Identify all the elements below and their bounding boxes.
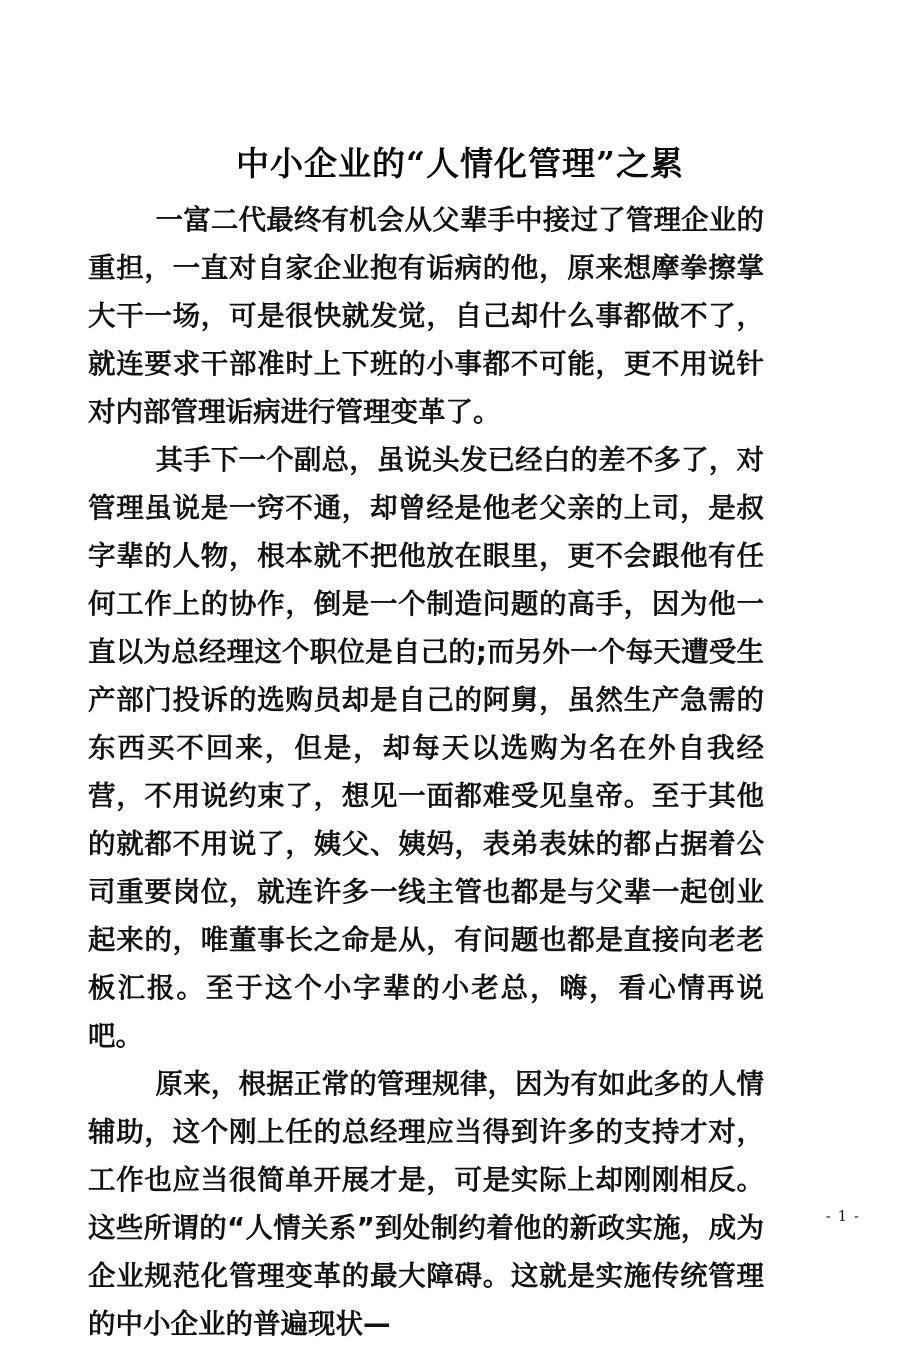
paragraph-1: [88, 196, 764, 436]
page-number: - 1 -: [825, 1207, 860, 1225]
paragraph-text: 原来，根据正常的管理规律，因为有如此多的人情辅助，这个刚上任的总经理应当得到许多的支持才对，工作也应当很简单开展才是，可是实际上却刚刚相反。这些所谓的“人情关系”到处制约着他的新政实施，成为企业规范化管理变革的最大障碍。这就是实施传统管理的中小企业的普遍现状—: [88, 1068, 764, 1340]
paragraph-text: 一富二代最终有机会从父辈手中接过了管理企业的重担，一直对自家企业抱有诟病的他，原来想摩拳擦掌大干一场，可是很快就发觉，自己却什么事都做不了，就连要求干部准时上下班的小事都不可能，更不用说针对内部管理诟病进行管理变革了。: [88, 204, 764, 428]
document-body: [88, 196, 764, 1348]
page-title: 中小企业的“人情化管理”之累: [236, 144, 684, 184]
paragraph-text: 其手下一个副总，虽说头发已经白的差不多了，对管理虽说是一窍不通，却曾经是他老父亲的上司，是叔字辈的人物，根本就不把他放在眼里，更不会跟他有任何工作上的协作，倒是一个制造问题的高手，因为他一直以为总经理这个职位是自己的;而另外一个每天遭受生产部门投诉的选购员却是自己的阿舅，虽然生产急需的东西买不回来，但是，却每天以选购为名在外自我经营，不用说约束了，想见一面都难受见皇帝。至于其他的就都不用说了，姨父、姨妈，表弟表妹的都占据着公司重要岗位，就连许多一线主管也都是与父辈一起创业起来的，唯董事长之命是从，有问题也都是直接向老老板汇报。至于这个小字辈的小老总，嗨，看心情再说吧。: [88, 444, 764, 1052]
paragraph-3: [88, 1060, 764, 1348]
paragraph-2: [88, 436, 764, 1060]
